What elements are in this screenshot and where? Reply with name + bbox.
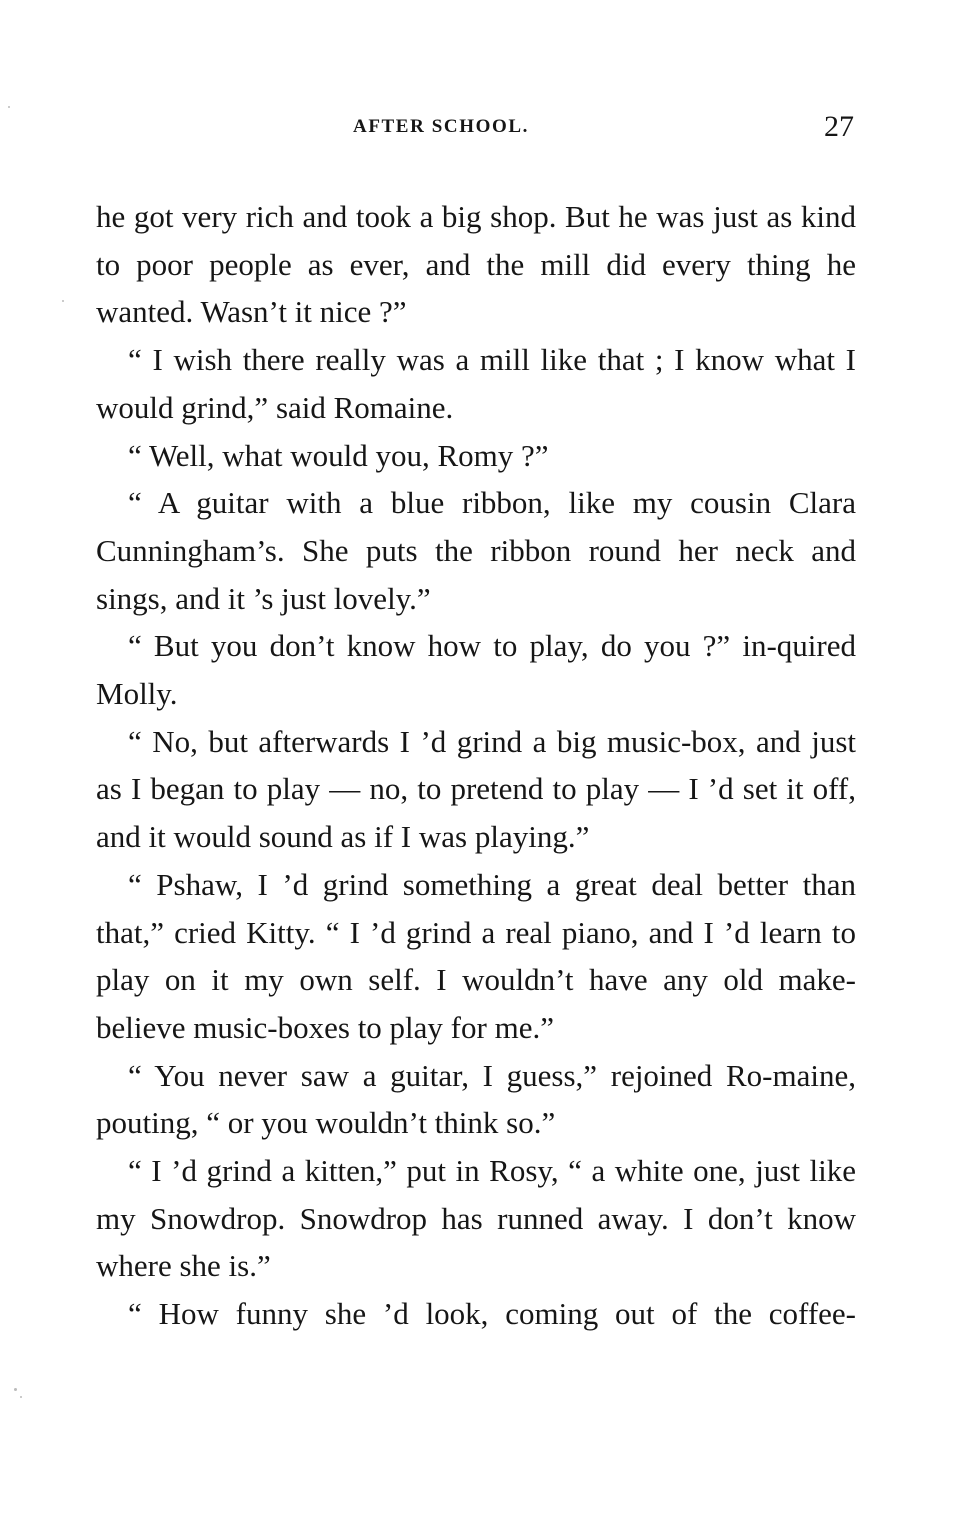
running-head: AFTER SCHOOL.: [353, 116, 529, 137]
body-text: [96, 193, 856, 1338]
paragraph: “ I ’d grind a kitten,” put in Rosy, “ a white one, just like my Snowdrop. Snowdrop has runned away. I don’t know where she is.”: [96, 1153, 856, 1284]
paragraph: “ A guitar with a blue ribbon, like my cousin Clara Cunningham’s. She puts the ribbon round her neck and sings, and it ’s just lovely.”: [96, 485, 856, 616]
scan-speck: [8, 106, 10, 108]
paragraph: “ How funny she ’d look, coming out of the coffee-: [128, 1296, 856, 1332]
paragraph: “ Well, what would you, Romy ?”: [128, 437, 549, 473]
page-header: [96, 110, 856, 150]
paragraph: he got very rich and took a big shop. But he was just as kind to poor people as ever, and the mill did every thing he wanted. Wasn’t it nice ?”: [96, 199, 856, 330]
scan-speck: [62, 300, 64, 302]
paragraph: “ You never saw a guitar, I guess,” rejoined Ro-maine, pouting, “ or you wouldn’t think so.”: [96, 1057, 856, 1141]
page-number: 27: [824, 110, 854, 143]
paragraph: “ But you don’t know how to play, do you ?” in-quired Molly.: [96, 628, 856, 712]
paragraph: “ No, but afterwards I ’d grind a big music-box, and just as I began to play — no, to pretend to play — I ’d set it off, and it would sound as if I was playing.”: [96, 723, 856, 855]
paragraph: “ Pshaw, I ’d grind something a great deal better than that,” cried Kitty. “ I ’d grind a real piano, and I ’d learn to play on it my own self. I wouldn’t have any old make-believe music-boxes to play for me.”: [96, 866, 856, 1045]
scan-speck: [14, 1388, 17, 1391]
scan-speck: [20, 1396, 22, 1398]
paragraph: “ I wish there really was a mill like that ; I know what I would grind,” said Romaine.: [96, 342, 856, 425]
